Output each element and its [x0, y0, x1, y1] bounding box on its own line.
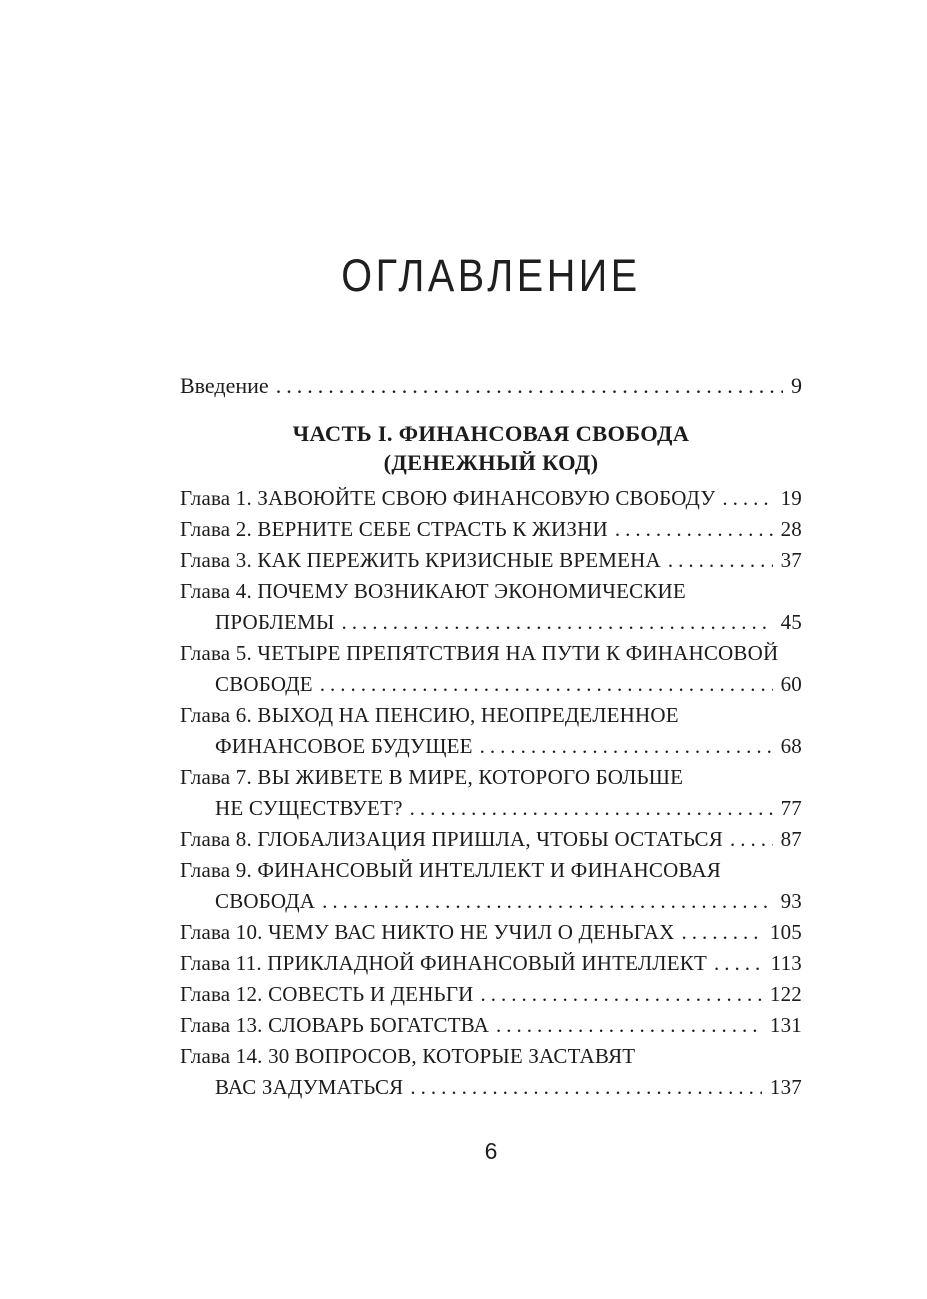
- toc-entry-page-number: 28: [780, 517, 802, 541]
- toc-entry-page-number: 77: [780, 796, 802, 820]
- part-heading-line1: ЧАСТЬ I. ФИНАНСОВАЯ СВОБОДА: [292, 421, 690, 446]
- toc-entry-label: Глава 2. ВЕРНИТЕ СЕБЕ СТРАСТЬ К ЖИЗНИ: [180, 517, 608, 541]
- toc-entry-line1: [180, 1010, 802, 1041]
- dot-leader: [615, 514, 773, 545]
- dot-leader: [722, 483, 772, 514]
- toc-entry-page-number: 113: [770, 951, 802, 975]
- toc-entry-label-continuation: СВОБОДА: [215, 889, 316, 913]
- part-heading: [180, 419, 802, 477]
- toc-entry-line1: [180, 824, 802, 855]
- toc-entry-line1: [180, 545, 802, 576]
- toc-entry-label: Глава 4. ПОЧЕМУ ВОЗНИКАЮТ ЭКОНОМИЧЕСКИЕ: [180, 579, 686, 603]
- dot-leader: [480, 731, 773, 762]
- toc-entry-line2: [180, 731, 802, 762]
- dot-leader: [668, 545, 773, 576]
- dot-leader: [320, 669, 773, 700]
- toc-entry-page-number: 105: [769, 920, 802, 944]
- page-title: ОГЛАВЛЕНИЕ: [341, 250, 641, 301]
- toc-entry-label-continuation: ПРОБЛЕМЫ: [215, 610, 335, 634]
- toc-entry-label: Глава 5. ЧЕТЫРЕ ПРЕПЯТСТВИЯ НА ПУТИ К ФИНАНСОВОЙ: [180, 641, 779, 665]
- toc-entry: [180, 545, 802, 576]
- toc-entry-line2: [180, 607, 802, 638]
- toc-entry-introduction: [180, 370, 802, 401]
- toc-entry-line1: [180, 576, 802, 607]
- toc-entry: [180, 576, 802, 638]
- dot-leader: [682, 917, 762, 948]
- toc-entry: [180, 700, 802, 762]
- dot-leader: [410, 793, 773, 824]
- toc-entry: [180, 638, 802, 700]
- folio-page-number: 6: [484, 1138, 498, 1164]
- toc-entry-line2: [180, 669, 802, 700]
- toc-entry-page-number: 60: [780, 672, 802, 696]
- toc-entry: [180, 1041, 802, 1103]
- toc-entry-label-continuation: НЕ СУЩЕСТВУЕТ?: [215, 796, 403, 820]
- toc-entry-line2: [180, 886, 802, 917]
- toc-entry-line2: [180, 1072, 802, 1103]
- toc-entry: [180, 855, 802, 917]
- toc-entry-label: Глава 1. ЗАВОЮЙТЕ СВОЮ ФИНАНСОВУЮ СВОБОДУ: [180, 486, 716, 510]
- toc-entry-label: Глава 10. ЧЕМУ ВАС НИКТО НЕ УЧИЛ О ДЕНЬГАХ: [180, 920, 675, 944]
- dot-leader: [714, 948, 763, 979]
- toc-entry-line1: [180, 948, 802, 979]
- toc-entry-label: Глава 13. СЛОВАРЬ БОГАТСТВА: [180, 1013, 489, 1037]
- toc-entry: [180, 917, 802, 948]
- toc-entry: [180, 979, 802, 1010]
- part-heading-line2: (ДЕНЕЖНЫЙ КОД): [383, 450, 599, 475]
- toc-entry-label: Глава 6. ВЫХОД НА ПЕНСИЮ, НЕОПРЕДЕЛЕННОЕ: [180, 703, 679, 727]
- toc-entry-label: Глава 11. ПРИКЛАДНОЙ ФИНАНСОВЫЙ ИНТЕЛЛЕКТ: [180, 951, 708, 975]
- toc-entry: [180, 483, 802, 514]
- toc-entry-label-continuation: ФИНАНСОВОЕ БУДУЩЕЕ: [215, 734, 473, 758]
- toc-entry-label: Введение: [180, 373, 269, 398]
- toc-entry-line2: [180, 793, 802, 824]
- toc-entry-page-number: 68: [780, 734, 802, 758]
- toc-entry-line1: [180, 979, 802, 1010]
- dot-leader: [481, 979, 762, 1010]
- toc-entry-line1: [180, 700, 802, 731]
- toc-entry-label: Глава 7. ВЫ ЖИВЕТЕ В МИРЕ, КОТОРОГО БОЛЬШЕ: [180, 765, 684, 789]
- toc-entry-line1: [180, 762, 802, 793]
- toc-entry-line1: [180, 855, 802, 886]
- toc-entry-label-continuation: СВОБОДЕ: [215, 672, 313, 696]
- toc-entry: [180, 514, 802, 545]
- toc-entry-page-number: 87: [780, 827, 802, 851]
- toc-entry-line1: [180, 917, 802, 948]
- dot-leader: [341, 607, 772, 638]
- toc-entry-page-number: 122: [769, 982, 802, 1006]
- toc-entry-line1: [180, 638, 802, 669]
- dot-leader: [496, 1010, 762, 1041]
- dot-leader: [410, 1072, 762, 1103]
- dot-leader: [730, 824, 773, 855]
- toc-entry: [180, 1010, 802, 1041]
- toc-entry-label: Глава 14. 30 ВОПРОСОВ, КОТОРЫЕ ЗАСТАВЯТ: [180, 1044, 636, 1068]
- toc-entry-label: Глава 12. СОВЕСТЬ И ДЕНЬГИ: [180, 982, 474, 1006]
- chapter-list: [180, 483, 802, 1103]
- toc-entry-label: Глава 9. ФИНАНСОВЫЙ ИНТЕЛЛЕКТ И ФИНАНСОВАЯ: [180, 858, 721, 882]
- toc-entry: [180, 948, 802, 979]
- toc-entry-label: Глава 8. ГЛОБАЛИЗАЦИЯ ПРИШЛА, ЧТОБЫ ОСТАТЬСЯ: [180, 827, 723, 851]
- toc-entry-page-number: 137: [769, 1075, 802, 1099]
- dot-leader: [276, 370, 783, 401]
- toc-entry-page-number: 19: [780, 486, 802, 510]
- toc-entry-label-continuation: ВАС ЗАДУМАТЬСЯ: [215, 1075, 404, 1099]
- toc-entry-line1: [180, 514, 802, 545]
- toc-entry-line1: [180, 483, 802, 514]
- toc-entry: [180, 824, 802, 855]
- toc-entry-page-number: 45: [780, 610, 802, 634]
- toc-entry: [180, 762, 802, 824]
- toc-entry-page-number: 131: [769, 1013, 802, 1037]
- toc-entry-page-number: 93: [780, 889, 802, 913]
- toc-entry-line1: [180, 1041, 802, 1072]
- content-column: [180, 0, 802, 1103]
- toc-entry-page-number: 9: [791, 373, 802, 398]
- toc-entry-page-number: 37: [780, 548, 802, 572]
- toc-entry-label: Глава 3. КАК ПЕРЕЖИТЬ КРИЗИСНЫЕ ВРЕМЕНА: [180, 548, 661, 572]
- dot-leader: [322, 886, 772, 917]
